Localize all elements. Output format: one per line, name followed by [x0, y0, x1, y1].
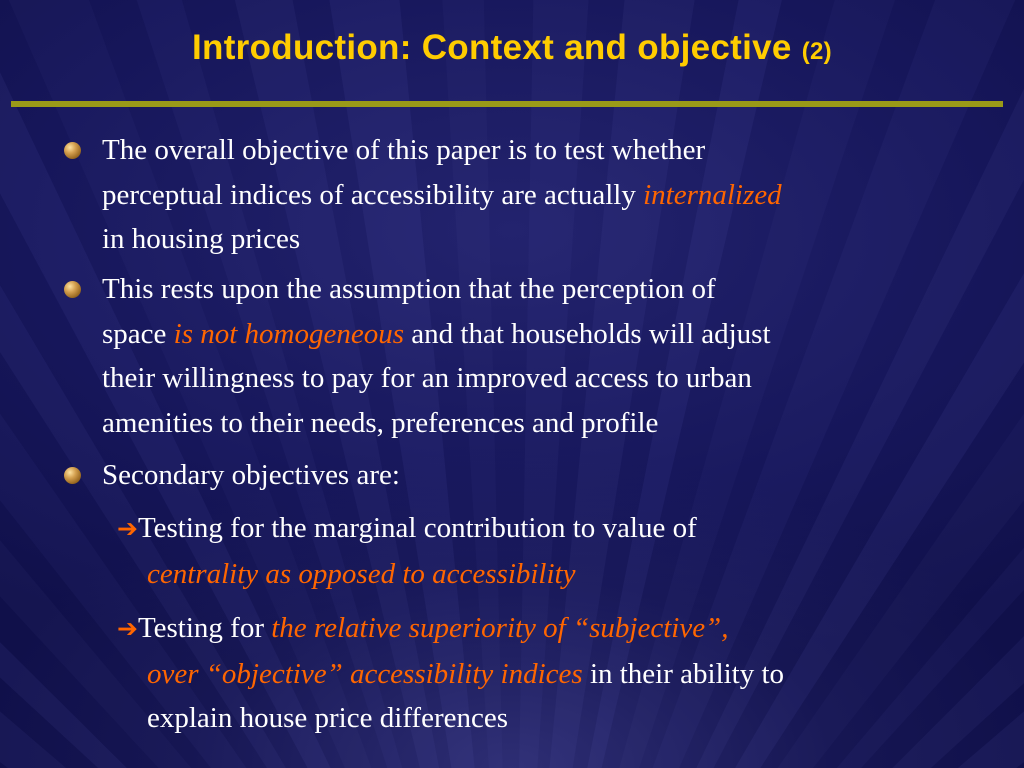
- bullet-text: [102, 267, 771, 445]
- highlight-run: internalized: [643, 178, 782, 211]
- text-run: their willingness to pay for an improved access to urban: [102, 362, 752, 394]
- highlight-run: is not homogeneous: [173, 317, 405, 350]
- text-line: [102, 217, 782, 262]
- text-line: [102, 401, 771, 446]
- text-run: explain house price differences: [147, 702, 508, 734]
- text-line: [102, 453, 400, 498]
- text-line: [117, 606, 784, 652]
- text-line: [117, 696, 784, 741]
- text-line: [102, 128, 782, 173]
- text-run: and that households will adjust: [404, 317, 771, 350]
- bullet-icon: [64, 467, 81, 484]
- text-run: This rests upon the assumption that the perception of: [102, 273, 716, 305]
- text-line: [102, 312, 771, 357]
- bullet-icon: [64, 281, 81, 298]
- bullet-icon: [64, 142, 81, 159]
- text-run: Testing for the marginal contribution to value of: [137, 512, 697, 544]
- text-run: The overall objective of this paper is to test whether: [102, 134, 706, 166]
- sub-bullet-text: [117, 506, 697, 596]
- highlight-run: the relative superiority of “subjective”,: [271, 612, 729, 644]
- highlight-run: centrality as opposed to accessibility: [147, 557, 576, 590]
- text-run: in housing prices: [102, 223, 301, 255]
- sub-bullet-text: [117, 606, 784, 741]
- arrow-right-icon: ➔: [117, 614, 138, 643]
- title-number: (2): [801, 38, 832, 65]
- text-run: space: [102, 317, 174, 350]
- text-run: Secondary objectives are:: [102, 459, 400, 491]
- text-run: in their ability to: [582, 657, 785, 690]
- text-run: amenities to their needs, preferences and profile: [102, 406, 659, 439]
- highlight-run: over “objective” accessibility indices: [147, 657, 583, 690]
- bullet-text: [102, 128, 782, 262]
- text-line: [102, 356, 771, 401]
- text-line: [102, 173, 782, 218]
- text-line: [102, 267, 771, 312]
- bullet-text: [102, 453, 400, 498]
- arrow-right-icon: ➔: [117, 514, 138, 543]
- text-line: [117, 552, 697, 597]
- title-text: Introduction: Context and objective: [192, 28, 792, 67]
- text-line: [117, 652, 784, 697]
- text-run: Testing for: [137, 612, 272, 644]
- text-line: [117, 506, 697, 552]
- text-run: perceptual indices of accessibility are actually: [102, 178, 644, 211]
